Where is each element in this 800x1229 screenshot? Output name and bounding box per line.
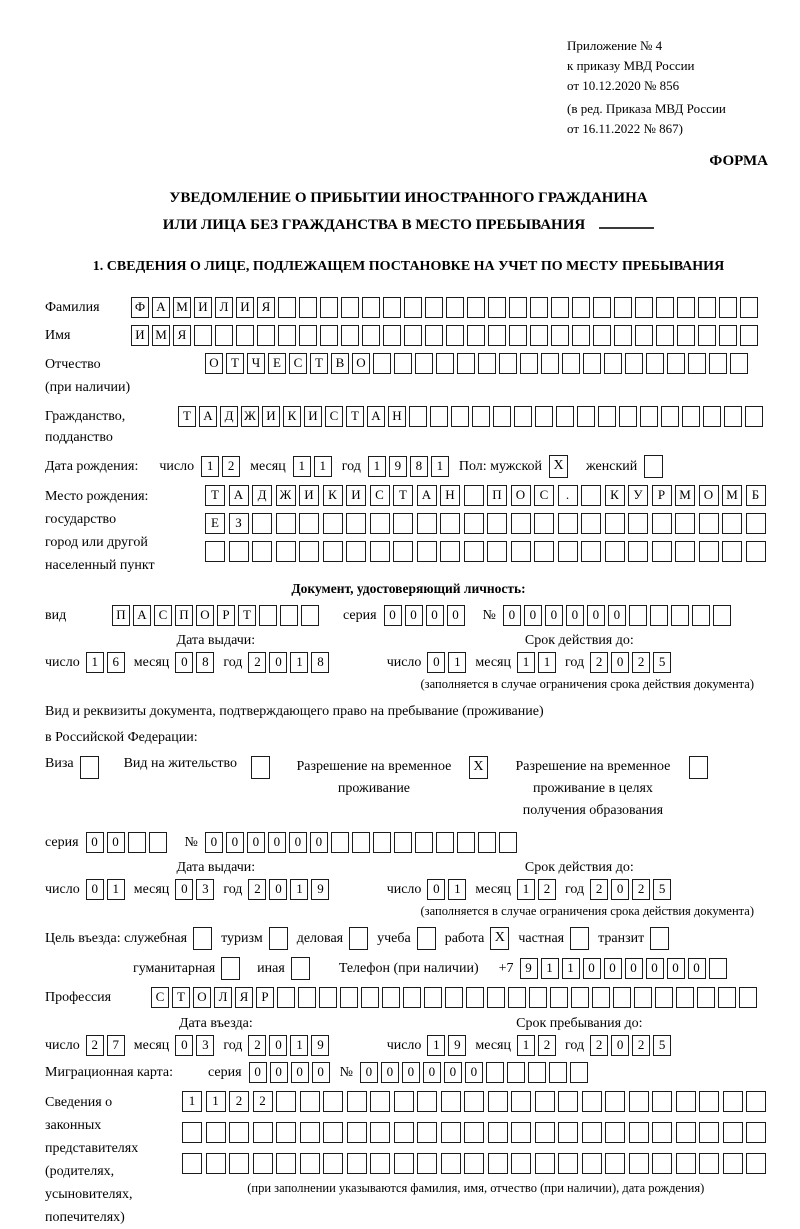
purpose-work-label: работа — [444, 930, 485, 946]
purpose-transit-label: транзит — [598, 930, 645, 946]
citizenship-input[interactable]: Т А Д Ж И К И С Т А Н — [178, 406, 766, 427]
legal-input-row2[interactable] — [182, 1122, 770, 1143]
purpose-title-label: Цель въезда: служебная — [45, 930, 188, 946]
form-title — [45, 185, 772, 239]
doc2-series-input[interactable]: 0 0 — [86, 832, 170, 853]
migration-card-row — [45, 1062, 772, 1083]
doc-valid-day-input[interactable]: 0 1 — [427, 652, 469, 673]
doc-series-input[interactable]: 0 0 0 0 — [384, 605, 468, 626]
temp-residence-checkbox[interactable]: X — [469, 756, 491, 779]
purpose-humanitarian-checkbox[interactable] — [221, 957, 243, 980]
purpose-other-label: иная — [257, 960, 285, 976]
migration-card-label: Миграционная карта: — [45, 1064, 174, 1080]
visit-purpose-row-2 — [45, 957, 772, 980]
purpose-business-label: деловая — [296, 930, 344, 946]
doc-issue-date-heading: Дата выдачи: — [176, 633, 256, 648]
birthplace-input-row1[interactable]: Т А Д Ж И К И С Т А Н П О С . К У Р М О М Б — [205, 485, 769, 506]
doc2-restriction-note: (заполняется в случае ограничения срока действия документа) — [420, 904, 754, 918]
residence-doc-dates-block — [45, 860, 772, 919]
section1-heading: 1. СВЕДЕНИЯ О ЛИЦЕ, ПОДЛЕЖАЩЕМ ПОСТАНОВКЕ НА УЧЕТ ПО МЕСТУ ПРЕБЫВАНИЯ — [92, 259, 725, 274]
stay-year-label: год — [565, 1037, 585, 1053]
sex-male-label: Пол: мужской — [458, 458, 543, 474]
doc-issue-day-label: число — [45, 654, 80, 670]
doc2-valid-until-heading: Срок действия до: — [524, 860, 634, 875]
identity-doc-heading: Документ, удостоверяющий личность: — [291, 581, 526, 596]
entry-month-label: месяц — [133, 1037, 170, 1053]
purpose-private-label: частная — [518, 930, 565, 946]
purpose-official-checkbox[interactable] — [193, 927, 215, 950]
doc-number-label: № — [482, 607, 496, 623]
stay-until-heading: Срок пребывания до: — [516, 1016, 643, 1031]
entry-dates-block — [45, 1016, 772, 1056]
profession-label: Профессия — [45, 989, 112, 1005]
annex-note-1: (в ред. Приказа МВД России — [567, 101, 726, 116]
doc2-valid-month-input[interactable]: 1 2 — [517, 879, 559, 900]
temp-residence-option — [295, 756, 491, 800]
doc2-valid-day-input[interactable]: 0 1 — [427, 879, 469, 900]
phone-prefix: +7 — [498, 960, 514, 976]
purpose-private-checkbox[interactable] — [570, 927, 592, 950]
form-title-line2: ИЛИ ЛИЦА БЕЗ ГРАЖДАНСТВА В МЕСТО ПРЕБЫВАНИЯ — [162, 217, 586, 233]
entry-year-input[interactable]: 2 0 1 9 — [248, 1035, 332, 1056]
annex-block — [567, 36, 762, 139]
birth-day-input[interactable]: 1 2 — [201, 456, 243, 477]
birth-date-label: Дата рождения: — [45, 458, 139, 474]
doc-restriction-note: (заполняется в случае ограничения срока действия документа) — [420, 677, 754, 691]
phone-input[interactable]: 9 1 1 0 0 0 0 0 0 — [520, 958, 730, 979]
doc-valid-year-input[interactable]: 2 0 2 5 — [590, 652, 674, 673]
annex-line-2: к приказу МВД России — [567, 58, 695, 73]
mig-series-label: серия — [208, 1064, 242, 1080]
birth-month-input[interactable]: 1 1 — [293, 456, 335, 477]
sex-female-label: женский — [586, 458, 638, 474]
legal-note: (при заполнении указываются фамилия, имя, отчество (при наличии), дата рождения) — [247, 1181, 705, 1195]
doc2-issue-day-input[interactable]: 0 1 — [86, 879, 128, 900]
entry-day-label: число — [45, 1037, 80, 1053]
purpose-humanitarian-label: гуманитарная — [133, 960, 216, 976]
birthplace-input-row3[interactable] — [205, 541, 769, 562]
entry-date-heading: Дата въезда: — [178, 1016, 253, 1031]
mig-number-label: № — [339, 1064, 353, 1080]
birthplace-input-row2[interactable]: Е З — [205, 513, 769, 534]
doc2-valid-month-label: месяц — [475, 881, 511, 897]
doc2-issue-month-input[interactable]: 0 3 — [175, 879, 217, 900]
identity-doc-row — [45, 605, 772, 626]
purpose-tourism-label: туризм — [221, 930, 263, 946]
name-row — [45, 325, 772, 346]
doc-valid-until-heading: Срок действия до: — [524, 633, 634, 648]
doc-kind-label: вид — [45, 607, 67, 623]
doc2-valid-year-input[interactable]: 2 0 2 5 — [590, 879, 674, 900]
birth-month-label: месяц — [250, 458, 286, 474]
temp-residence-label: Разрешение на временное проживание — [296, 759, 452, 796]
residence-doc-options-row — [45, 756, 772, 822]
sex-female-checkbox[interactable] — [644, 455, 666, 478]
temp-residence-edu-checkbox[interactable] — [689, 756, 711, 779]
doc-valid-month-input[interactable]: 1 1 — [517, 652, 559, 673]
residence-permit-label: Вид на жительство — [123, 756, 237, 771]
doc-dates-block — [45, 633, 772, 692]
entry-year-label: год — [223, 1037, 243, 1053]
residence-permit-option — [124, 756, 273, 779]
mig-series-input[interactable]: 0 0 0 0 — [249, 1062, 333, 1083]
purpose-study-checkbox[interactable] — [417, 927, 439, 950]
doc-valid-day-label: число — [386, 654, 422, 670]
purpose-business-checkbox[interactable] — [349, 927, 371, 950]
title-blank-line — [599, 217, 654, 229]
doc-issue-day-input[interactable]: 1 6 — [86, 652, 128, 673]
surname-input[interactable]: Ф А М И Л И Я — [131, 297, 761, 318]
annex-line-1: Приложение № 4 — [567, 38, 663, 53]
annex-line-3: от 10.12.2020 № 856 — [567, 78, 680, 93]
doc-valid-year-label: год — [565, 654, 585, 670]
doc2-issue-year-label: год — [223, 881, 243, 897]
legal-representatives-label: Сведения о законных представителях (родителях, усыновителях, попечителях) — [45, 1095, 139, 1225]
doc2-issue-month-label: месяц — [133, 881, 170, 897]
phone-label: Телефон (при наличии) — [338, 960, 479, 976]
doc-issue-year-input[interactable]: 2 0 1 8 — [248, 652, 332, 673]
citizenship-row — [45, 406, 772, 448]
profession-input[interactable]: С Т О Л Я Р — [151, 987, 760, 1008]
doc-kind-input[interactable]: П А С П О Р Т — [112, 605, 322, 626]
mig-number-input[interactable]: 0 0 0 0 0 0 — [360, 1062, 591, 1083]
birth-day-label: число — [159, 458, 195, 474]
profession-row — [45, 987, 772, 1008]
doc-issue-month-label: месяц — [133, 654, 170, 670]
visa-checkbox[interactable] — [80, 756, 102, 779]
birth-year-input[interactable]: 1 9 8 1 — [368, 456, 452, 477]
forma-label: ФОРМА — [709, 153, 768, 169]
stay-year-input[interactable]: 2 0 2 5 — [590, 1035, 674, 1056]
doc-series-label: серия — [343, 607, 377, 623]
birthplace-label: Место рождения: государство город или другой населенный пункт — [45, 489, 155, 573]
legal-representatives-row — [45, 1091, 772, 1229]
temp-residence-edu-label: Разрешение на временное проживание в целях получения образования — [515, 759, 671, 818]
name-label: Имя — [45, 327, 71, 343]
annex-note-2: от 16.11.2022 № 867) — [567, 121, 684, 136]
residence-permit-checkbox[interactable] — [251, 756, 273, 779]
doc2-issue-day-label: число — [45, 881, 80, 897]
purpose-transit-checkbox[interactable] — [650, 927, 672, 950]
citizenship-label: Гражданство, подданство — [45, 409, 126, 445]
sex-male-checkbox[interactable]: X — [549, 455, 571, 478]
residence-doc-text-2: в Российской Федерации: — [45, 730, 198, 745]
stay-month-input[interactable]: 1 2 — [517, 1035, 559, 1056]
stay-month-label: месяц — [475, 1037, 511, 1053]
entry-month-input[interactable]: 0 3 — [175, 1035, 217, 1056]
birthplace-inputs — [205, 485, 769, 569]
legal-input-row3[interactable] — [182, 1153, 770, 1174]
birth-year-label: год — [341, 458, 361, 474]
stay-day-input[interactable]: 1 9 — [427, 1035, 469, 1056]
birth-date-row — [45, 455, 772, 478]
doc2-issue-year-input[interactable]: 2 0 1 9 — [248, 879, 332, 900]
birthplace-row — [45, 485, 772, 577]
doc-issue-year-label: год — [223, 654, 243, 670]
purpose-tourism-checkbox[interactable] — [269, 927, 291, 950]
purpose-other-checkbox[interactable] — [291, 957, 313, 980]
purpose-study-label: учеба — [377, 930, 411, 946]
doc-issue-month-input[interactable]: 0 8 — [175, 652, 217, 673]
entry-day-input[interactable]: 2 7 — [86, 1035, 128, 1056]
patronymic-input[interactable]: О Т Ч Е С Т В О — [205, 353, 751, 374]
residence-doc-series-row — [45, 832, 772, 853]
temp-residence-edu-option — [509, 756, 711, 822]
doc2-series-label: серия — [45, 834, 79, 850]
legal-input-row1[interactable]: 1 1 2 2 — [182, 1091, 770, 1112]
visa-option — [45, 756, 102, 779]
purpose-work-checkbox[interactable]: X — [490, 927, 512, 950]
residence-doc-text-1: Вид и реквизиты документа, подтверждающего право на пребывание (проживание) — [45, 704, 544, 719]
surname-row — [45, 297, 772, 318]
doc2-issue-date-heading: Дата выдачи: — [176, 860, 256, 875]
visa-label: Виза — [45, 756, 74, 771]
surname-label: Фамилия — [45, 299, 100, 315]
stay-day-label: число — [386, 1037, 422, 1053]
doc-valid-month-label: месяц — [475, 654, 511, 670]
doc2-valid-day-label: число — [386, 881, 422, 897]
name-input[interactable]: И М Я — [131, 325, 761, 346]
legal-representatives-inputs — [182, 1091, 770, 1174]
patronymic-row — [45, 353, 772, 399]
visit-purpose-row — [45, 927, 772, 950]
patronymic-label: Отчество (при наличии) — [45, 357, 131, 395]
doc-number-input[interactable]: 0 0 0 0 0 0 — [503, 605, 734, 626]
doc2-valid-year-label: год — [565, 881, 585, 897]
form-title-line1: УВЕДОМЛЕНИЕ О ПРИБЫТИИ ИНОСТРАННОГО ГРАЖДАНИНА — [169, 190, 648, 206]
doc2-number-label: № — [184, 834, 198, 850]
doc2-number-input[interactable]: 0 0 0 0 0 0 — [205, 832, 520, 853]
